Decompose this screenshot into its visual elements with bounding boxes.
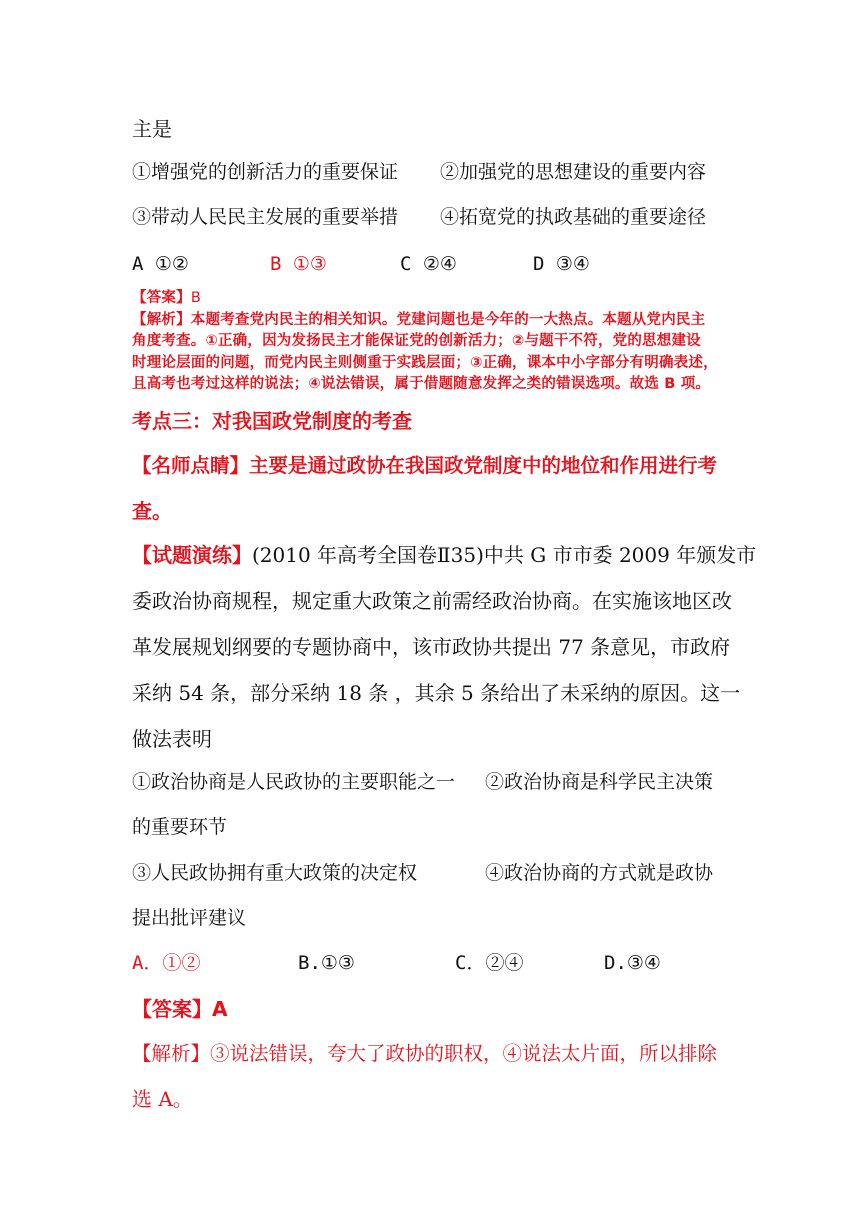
q2-stem-line-3: 革发展规划纲要的专题协商中，该市政协共提出 77 条意见，市政府 bbox=[132, 635, 731, 659]
tip-line-1: 【名师点睛】主要是通过政协在我国政党制度中的地位和作用进行考 bbox=[132, 454, 718, 477]
q1-option-3: ③带动人民民主发展的重要举措 bbox=[132, 206, 399, 228]
q2-choice-c: C．②④ bbox=[455, 952, 524, 974]
q1-option-1: ①增强党的创新活力的重要保证 bbox=[132, 161, 399, 183]
q2-option-3: ③人民政协拥有重大政策的决定权 bbox=[132, 862, 418, 884]
q1-answer bbox=[132, 288, 732, 310]
q2-stem-line-5: 做法表明 bbox=[132, 727, 212, 751]
tip-line-2: 查。 bbox=[132, 499, 172, 523]
q1-option-2: ②加强党的思想建设的重要内容 bbox=[440, 161, 707, 183]
q2-option-1: ①政治协商是人民政协的主要职能之一 bbox=[132, 771, 456, 793]
q1-choice-a: A ①② bbox=[132, 253, 189, 275]
q1-analysis-line-3: 时理论层面的问题，而党内民主则侧重于实践层面；③正确，课本中小字部分有明确表述， bbox=[132, 354, 718, 371]
q2-option-2-cont: 的重要环节 bbox=[132, 816, 228, 838]
q1-stem-tail: 主是 bbox=[132, 117, 172, 141]
q1-answer-value: B bbox=[190, 290, 201, 306]
q1-answer-block bbox=[132, 288, 732, 396]
q2-stem-line-4: 采纳 54 条，部分采纳 18 条 ，其余 5 条给出了未采纳的原因。这一 bbox=[132, 681, 741, 705]
q1-analysis-line-2: 角度考查。①正确，因为发扬民主才能保证党的创新活力；②与题干不符，党的思想建设 bbox=[132, 333, 701, 349]
q2-analysis-line-2: 选 A。 bbox=[132, 1087, 193, 1111]
q1-answer-label: 【答案】 bbox=[132, 290, 191, 306]
q2-answer: 【答案】A bbox=[132, 997, 228, 1021]
section-title: 考点三：对我国政党制度的考查 bbox=[132, 409, 412, 433]
q2-stem-line-1 bbox=[132, 542, 756, 568]
q2-analysis-line-1: 【解析】③说法错误，夸大了政协的职权，④说法太片面，所以排除 bbox=[132, 1042, 718, 1065]
q2-choice-b: B.①③ bbox=[298, 952, 355, 974]
q1-choice-c: C ②④ bbox=[400, 253, 457, 275]
q2-stem-line-2: 委政治协商规程，规定重大政策之前需经政治协商。在实施该地区改 bbox=[132, 589, 732, 613]
q1-option-4: ④拓宽党的执政基础的重要途径 bbox=[440, 206, 707, 228]
q1-choice-b: B ①③ bbox=[270, 253, 327, 275]
q2-option-2: ②政治协商是科学民主决策 bbox=[485, 771, 714, 793]
q2-option-4-cont: 提出批评建议 bbox=[132, 907, 247, 929]
q2-option-4: ④政治协商的方式就是政协 bbox=[485, 862, 714, 884]
q1-choice-d: D ③④ bbox=[533, 253, 590, 275]
q2-label: 【试题演练】 bbox=[132, 543, 252, 567]
q1-analysis-line-4: 且高考也考过这样的说法；④说法错误，属于借题随意发挥之类的错误选项。故选 B 项。 bbox=[132, 376, 711, 392]
q2-choice-d: D.③④ bbox=[604, 952, 661, 974]
q2-stem-text-1: (2010 年高考全国卷Ⅱ35)中共 G 市市委 2009 年颁发市 bbox=[252, 543, 757, 567]
q1-analysis-line-1: 【解析】本题考查党内民主的相关知识。党建问题也是今年的一大热点。本题从党内民主 bbox=[132, 311, 706, 328]
q2-choice-a: A．①② bbox=[132, 952, 201, 974]
